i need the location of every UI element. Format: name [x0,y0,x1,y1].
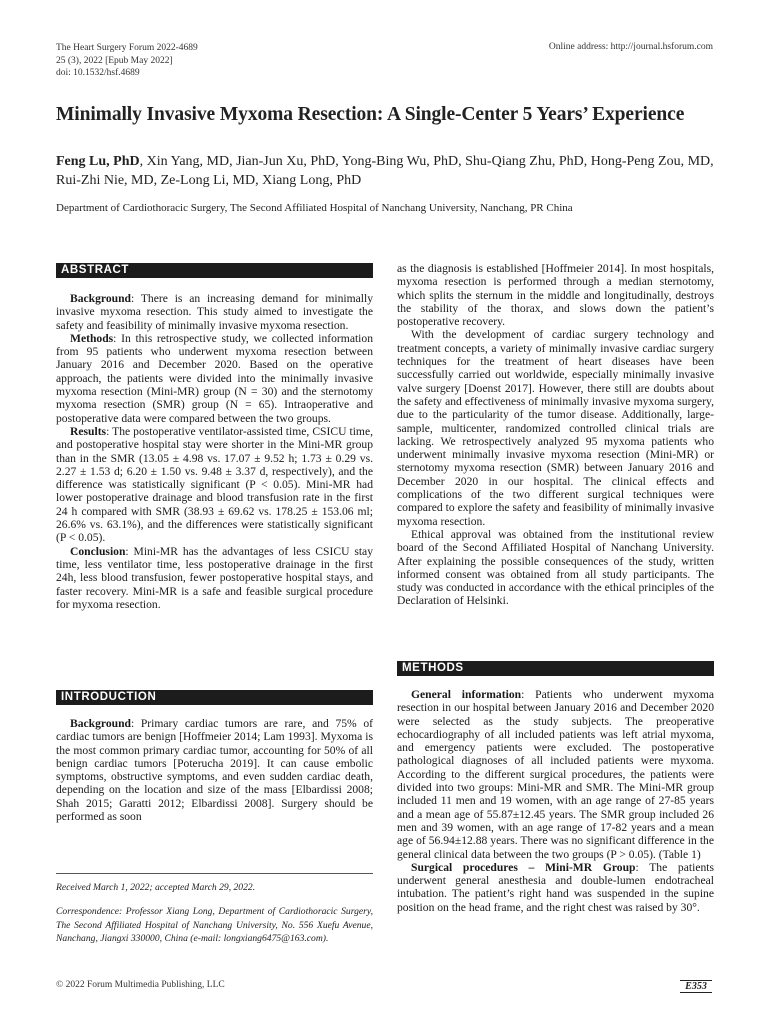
abstract-heading: ABSTRACT [56,263,373,278]
methods-section [397,661,714,914]
abstract-results: Results: The postoperative ventilator-assisted time, CSICU time, and postoperative hospital stay were shorter in the Mini-MR group than in the SMR (13.05 ± 4.98 vs. 17.07 ± 9.52 h; 1.73 ± 0.29 vs. 2.27 ± 1.53 d; 6.20 ± 1.50 vs. 9.48 ± 3.37 d, respectively), and the difference was statistically significant (P < 0.05). Mini-MR had lower postoperative drainage and blood transfusion rate in the first 24 h compared with SMR (38.93 ± 69.62 vs. 178.25 ± 153.06 ml; 26.6% vs. 63.1%), and the differences were statistically significant (P < 0.05). [56,424,373,545]
methods-general-information: General information: Patients who underwent myxoma resection in our hospital between January 2016 and December 2020 were selected as the study subjects. The preoperative echocardiography of all included patients was left atrial myxoma, and emergency patients were excluded. The postoperative pathological diagnoses of all included patients were myxoma. According to the different surgical procedures, the patients were divided into two groups: Mini-MR and SMR. The Mini-MR group included 11 men and 19 women, with an age range of 27-85 years and a mean age of 55.87±12.45 years. The SMR group included 26 men and 39 women, with an age range of 17-82 years and a mean age of 56.94±12.88 years. There was no significant difference in the general clinical data between the two groups (P > 0.05). (Table 1) [397,688,714,861]
doi: doi: 10.1532/hsf.4689 [56,68,140,78]
introduction-continued-text: as the diagnosis is established [Hoffmeier 2014]. In most hospitals, myxoma resection is performed through a median sternotomy, which splits the sternum in the middle and longitudinally, destroys the stability of the thorax, and slows down the patient’s postoperative recovery. [397,262,714,329]
abstract-methods: Methods: In this retrospective study, we collected information from 95 patients who underwent myxoma resection between January 2016 and December 2020. Based on the operative approach, the patients were divided into the minimally invasive myxoma resection (Mini-MR) group (N = 30) and the sternotomy myxoma resection (SMR) group (N = 65). Intraoperative and postoperative data were compared between the two groups. [56,331,373,425]
correspondence-note: Correspondence: Professor Xiang Long, Department of Cardiothoracic Surgery, The Second Affiliated Hospital of Nanchang University, No. 556 Xuefu Avenue, Nanchang, Jiangxi 330000, China (e-mail: longxiang6475@163.com). [56,906,373,944]
first-author: Feng Lu, PhD [56,154,140,169]
methods-heading: METHODS [397,661,714,676]
running-header [56,42,198,80]
footnote-divider [56,873,373,874]
introduction-paragraph-2: With the development of cardiac surgery technology and treatment concepts, a variety of minimally invasive cardiac surgery techniques for the treatment of heart diseases have been successfully carried out worldwide, especially minimally invasive valve surgery [Doenst 2017]. However, there still are doubts about the safety and effectiveness of minimally invasive myxoma surgery, due to the particularity of the tumor disease. Additionally, large-sample, multicenter, randomized controlled clinical trials are lacking. We retrospectively analyzed 95 myxoma patients who underwent minimally invasive myxoma resection (Mini-MR) or sternotomy myxoma resection (SMR) between January 2016 and December 2020 in our hospital. The clinical effects and complications of the two different surgical techniques were compared to explore the safety and feasibility of minimally invasive myxoma resection. [397,328,714,528]
abstract-conclusion: Conclusion: Mini-MR has the advantages of less CSICU stay time, less ventilator time, less postoperative drainage in the first 24h, less blood transfusion, fewer postoperative hospital stays, and faster recovery. Mini-MR is a safe and feasible surgical procedure for myxoma resection. [56,544,373,611]
affiliation: Department of Cardiothoracic Surgery, The Second Affiliated Hospital of Nanchang University, Nanchang, PR China [56,202,573,214]
received-date: Received March 1, 2022; accepted March 29, 2022. [56,882,256,893]
page-number: E353 [680,980,712,993]
abstract-section [56,263,373,611]
introduction-background: Background: Primary cardiac tumors are rare, and 75% of cardiac tumors are benign [Hoffmeier 2014; Lam 1993]. Myxoma is the most common primary cardiac tumor, accounting for 50% of all benign cardiac tumors [Poterucha 2019]. It can cause embolic symptoms, obstructive symptoms, and even sudden cardiac death, depending on the location and size of the mass [Elbardissi 2008; Shah 2015; Garatti 2012; Elbardissi 2008]. Surgery should be performed as soon [56,717,373,824]
introduction-section [56,690,373,823]
introduction-continued [397,262,714,608]
online-address: Online address: http://journal.hsforum.com [548,42,713,52]
journal-name: The Heart Surgery Forum 2022-4689 [56,43,198,53]
introduction-paragraph-3: Ethical approval was obtained from the institutional review board of the Second Affiliated Hospital of Nanchang University. After explaining the possible consequences of the study, written informed consent was obtained from all study participants. The study was conducted in accordance with the ethical principles of the Declaration of Helsinki. [397,527,714,608]
abstract-background: Background: There is an increasing demand for minimally invasive myxoma resection. This study aimed to investigate the safety and feasibility of minimally invasive myxoma resection. [56,292,373,332]
author-list [56,152,716,190]
methods-surgical-procedures: Surgical procedures – Mini-MR Group: The patients underwent general anesthesia and double-lumen endotracheal intubation. The patient’s right hand was suspended in the supine position on the head frame, and the right chest was raised by 30°. [397,860,714,914]
article-title: Minimally Invasive Myxoma Resection: A Single-Center 5 Years’ Experience [56,104,685,125]
introduction-heading: INTRODUCTION [56,690,373,705]
copyright: © 2022 Forum Multimedia Publishing, LLC [56,980,225,990]
volume-issue: 25 (3), 2022 [Epub May 2022] [56,55,173,66]
co-authors: , Xin Yang, MD, Jian-Jun Xu, PhD, Yong-Bing Wu, PhD, Shu-Qiang Zhu, PhD, Hong-Peng Zou, MD, Rui-Zhi Nie, MD, Ze-Long Li, MD, Xiang Long, PhD [56,154,714,188]
